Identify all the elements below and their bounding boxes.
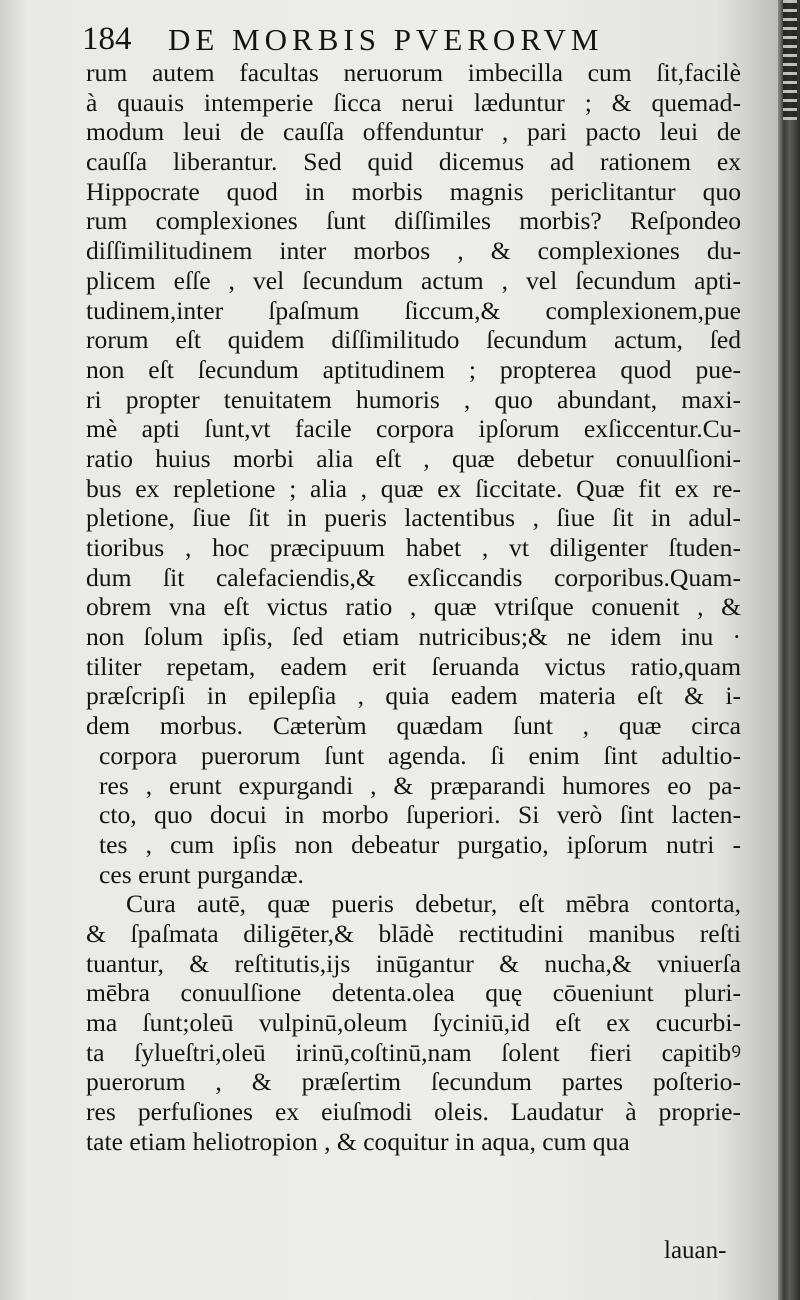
text-line: tes , cum ipſis non debeatur purgatio, ipſorum nutri - — [99, 829, 741, 859]
text-line: ta ſylueſtri,oleū irinū,coſtinū,nam ſolent fieri capitibꝰ — [86, 1037, 741, 1067]
text-line: tudinem,inter ſpaſmum ſiccum,& complexionem,pue — [86, 295, 741, 325]
text-line: Hippocrate quod in morbis magnis periclitantur quo — [86, 176, 741, 206]
body-text — [86, 58, 741, 1156]
text-line: ratio huius morbi alia eſt , quæ debetur conuulſioni- — [86, 443, 741, 473]
text-line: ri propter tenuitatem humoris , quo abundant, maxi- — [86, 384, 741, 414]
text-line: bus ex repletione ; alia , quæ ex ſiccitate. Quæ fit ex re- — [86, 473, 741, 503]
gutter-edge-marks — [783, 0, 797, 120]
text-line: diſſimilitudinem inter morbos , & complexiones du- — [86, 236, 741, 266]
text-line: obrem vna eſt victus ratio , quæ vtriſque conuenit , & — [86, 592, 741, 622]
page-header — [82, 14, 762, 58]
text-line: puerorum , & præſertim ſecundum partes poſterio- — [86, 1067, 741, 1097]
text-line: rum autem facultas neruorum imbecilla cum ſit,facilè — [86, 58, 741, 87]
folio-number: 184 — [82, 21, 132, 57]
text-line: à quauis intemperie ſicca nerui læduntur ; & quemad- — [86, 87, 741, 117]
text-line: corpora puerorum ſunt agenda. ſi enim ſint adultio- — [99, 740, 741, 770]
text-line: non eſt ſecundum aptitudinem ; propterea quod pue- — [86, 354, 741, 384]
text-line: non ſolum ipſis, ſed etiam nutricibus;& ne idem inu · — [86, 622, 741, 652]
text-line: ma ſunt;oleū vulpinū,oleum ſyciniū,id eſt ex cucurbi- — [86, 1008, 741, 1037]
text-line: rum complexiones ſunt diſſimiles morbis? Reſpondeo — [86, 206, 741, 236]
paragraph — [86, 58, 741, 889]
text-line: præſcripſi in epilepſia , quia eadem materia eſt & i- — [86, 681, 741, 711]
text-line: pletione, ſiue ſit in pueris lactentibus , ſiue ſit in adul- — [86, 503, 741, 533]
text-line: cto, quo docui in morbo ſuperiori. Si verò ſint lacten- — [99, 800, 741, 830]
text-line: dem morbus. Cæterùm quædam ſunt , quæ circa — [86, 711, 741, 741]
text-line: Cura autē, quæ pueris debetur, eſt mēbra contorta, — [126, 889, 741, 919]
text-line: tiliter repetam, eadem erit ſeruanda victus ratio,quam — [86, 651, 741, 681]
running-head: DE MORBIS PVERORVM — [168, 22, 604, 57]
text-line: res perfuſiones ex eiuſmodi oleis. Laudatur à proprie- — [86, 1097, 741, 1127]
text-line: mè apti ſunt,vt facile corpora ipſorum exſiccentur.Cu- — [86, 414, 741, 444]
catchword: lauan- — [664, 1237, 727, 1264]
text-line: & ſpaſmata diligēter,& blādè rectitudini manibus reſti — [86, 918, 741, 948]
paragraph — [86, 889, 741, 1156]
text-line: tate etiam heliotropion , & coquitur in aqua, cum qua — [86, 1126, 630, 1156]
text-line: plicem eſſe , vel ſecundum actum , vel ſecundum apti- — [86, 265, 741, 295]
text-line: modum leui de cauſſa offenduntur , pari pacto leui de — [86, 117, 741, 147]
text-line: tuantur, & reſtitutis,ijs inūgantur & nucha,& vniuerſa — [86, 948, 741, 978]
text-line: tioribus , hoc præcipuum habet , vt diligenter ſtuden- — [86, 533, 741, 562]
text-line: dum ſit calefaciendis,& exſiccandis corporibus.Quam- — [86, 562, 741, 592]
text-line: ces erunt purgandæ. — [99, 859, 304, 889]
text-line: res , erunt expurgandi , & præparandi humores eo pa- — [99, 770, 741, 800]
text-line: mēbra conuulſione detenta.olea quę cōueniunt pluri- — [86, 978, 741, 1008]
binding-gutter — [778, 0, 800, 1300]
text-line: cauſſa liberantur. Sed quid dicemus ad rationem ex — [86, 147, 741, 177]
text-line: rorum eſt quidem diſſimilitudo ſecundum actum, ſed — [86, 325, 741, 355]
